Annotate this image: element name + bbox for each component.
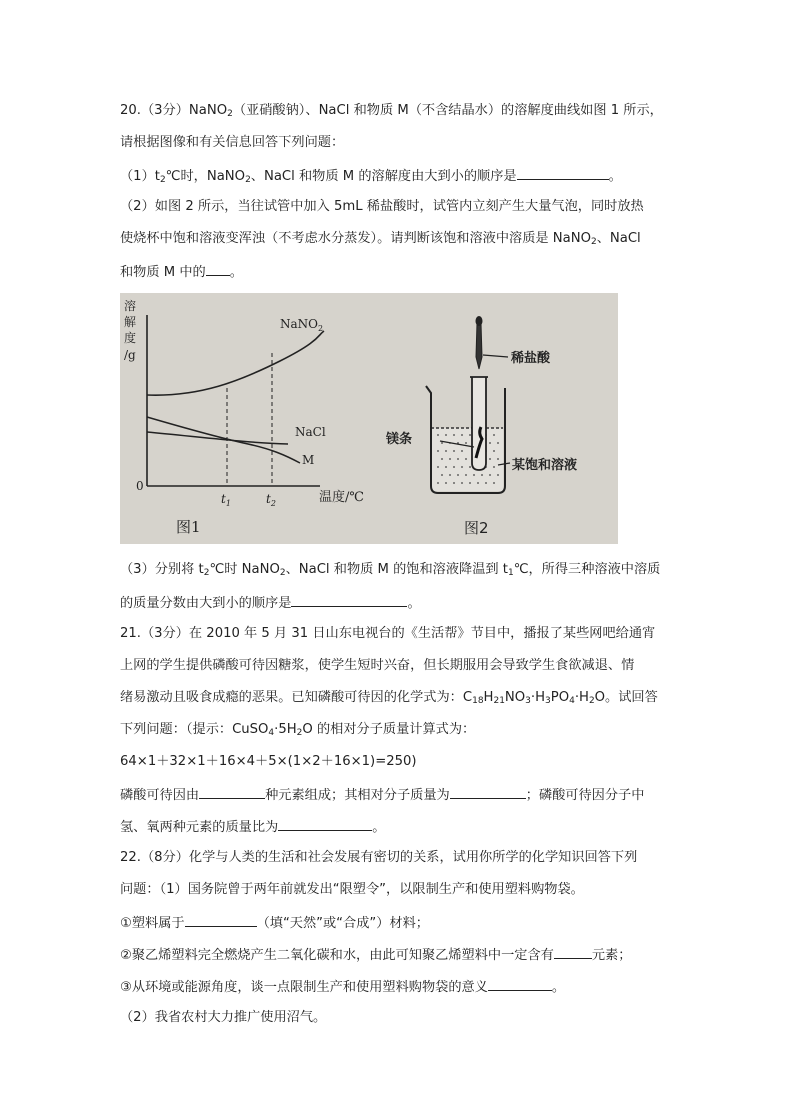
curve-nacl [147, 432, 288, 444]
q20-part3-line1: （3）分别将 $t_2℃$时 NaNO$_2$、NaCl 和物质 M 的饱和溶液降温到 $t_1℃$，所得三种溶液中溶质 [120, 562, 661, 578]
q22-line4: ②聚乙烯塑料完全燃烧产生二氧化碳和水，由此可知聚乙烯塑料中一定含有 元素； [120, 944, 631, 966]
q21-line6: 磷酸可待因由 种元素组成；其相对分子质量为 ；磷酸可待因分子中 [120, 784, 644, 806]
q21-line4: 下列问题：（提示：$CuSO_4\cdot 5H_2O$ 的相对分子质量计算式为： [120, 722, 476, 738]
solution-label: 某饱和溶液 [512, 458, 578, 473]
ylabel-char: 解 [124, 315, 137, 329]
figure-svg [120, 293, 618, 544]
q20-intro-line2: 请根据图像和有关信息回答下列问题： [120, 135, 345, 150]
m-label: M [302, 453, 315, 467]
q21-line3: 绪易激动且吸食成瘾的恶果。已知磷酸可待因的化学式为：$C_{18}H_{21}NO_3\cdot H_3PO_4\cdot H_2O$。试回答 [120, 690, 658, 706]
answer-blank[interactable] [278, 816, 372, 831]
origin-label: 0 [136, 479, 144, 493]
dropper [476, 323, 482, 369]
answer-blank[interactable] [517, 165, 609, 180]
q20-part1: $(1)t_2℃$时，NaNO$_2$、NaCl 和物质 M 的溶解度由大到小的顺序是 。 [120, 165, 622, 187]
q21-line1: 21.（3分）在 2010 年 5 月 31 日山东电视台的《生活帮》节目中，播报了某些网吧给通宵 [120, 626, 656, 641]
q20-part2-line3: 和物质 M 中的 。 [120, 261, 243, 283]
q22-line5: ③从环境或能源角度，谈一点限制生产和使用塑料购物袋的意义 。 [120, 976, 565, 998]
q22-line3: ①塑料属于 （填“天然”或“合成”）材料； [120, 912, 429, 934]
answer-blank[interactable] [291, 592, 407, 607]
q21-line7: 氢、氧两种元素的质量比为 。 [120, 816, 385, 838]
q21-line2: 上网的学生提供磷酸可待因糖浆，使学生短时兴奋，但长期服用会导致学生食欲减退、情 [120, 658, 635, 673]
q20-part3-line2: 的质量分数由大到小的顺序是 。 [120, 592, 421, 614]
nano2-label: NaNO$_2$ [280, 317, 324, 333]
curve-nano2 [147, 331, 324, 395]
fig1-caption: 图1 [176, 518, 201, 536]
fig2-caption: 图2 [464, 519, 489, 537]
t2-tick-label: $t_2$ [266, 492, 276, 508]
mg-label: 镁条 [386, 432, 413, 447]
ylabel-char: 溶 [124, 299, 137, 313]
figure-photo [120, 293, 618, 544]
q20-part2-line1: （2）如图 2 所示，当往试管中加入 5mL 稀盐酸时，试管内立刻产生大量气泡，同时放热 [120, 199, 644, 214]
acid-label: 稀盐酸 [511, 351, 551, 366]
beaker-apparatus [426, 316, 510, 493]
q21-line5: 64×1＋32×1＋16×4＋5×(1×2＋16×1)=250) [120, 754, 417, 769]
dropper-bulb [476, 316, 483, 326]
answer-blank[interactable] [554, 944, 592, 959]
answer-blank[interactable] [185, 912, 257, 927]
x-axis-label: 温度/℃ [319, 490, 364, 505]
test-tube [472, 377, 486, 470]
answer-blank[interactable] [450, 784, 526, 799]
q22-line2: 问题：（1）国务院曾于两年前就发出“限塑令”，以限制生产和使用塑料购物袋。 [120, 882, 584, 897]
answer-blank[interactable] [199, 784, 265, 799]
answer-blank[interactable] [488, 976, 552, 991]
q22-line6: （2）我省农村大力推广使用沼气。 [120, 1010, 327, 1025]
nacl-label: NaCl [295, 425, 326, 439]
solubility-chart [147, 315, 324, 486]
q20-part2-line2: 使烧杯中饱和溶液变浑浊（不考虑水分蒸发）。请判断该饱和溶液中溶质是 NaNO$_2$、NaCl [120, 231, 641, 247]
ylabel-char: /g [124, 348, 136, 362]
answer-blank[interactable] [206, 261, 230, 276]
t1-tick-label: $t_1$ [221, 492, 231, 508]
q22-line1: 22.（8分）化学与人类的生活和社会发展有密切的关系，试用你所学的化学知识回答下列 [120, 850, 638, 865]
ylabel-char: 度 [124, 331, 137, 345]
q20-intro-line1: 20.（3分）NaNO$_2$（亚硝酸钠）、NaCl 和物质 M（不含结晶水）的溶解度曲线如图 1 所示， [120, 103, 663, 119]
